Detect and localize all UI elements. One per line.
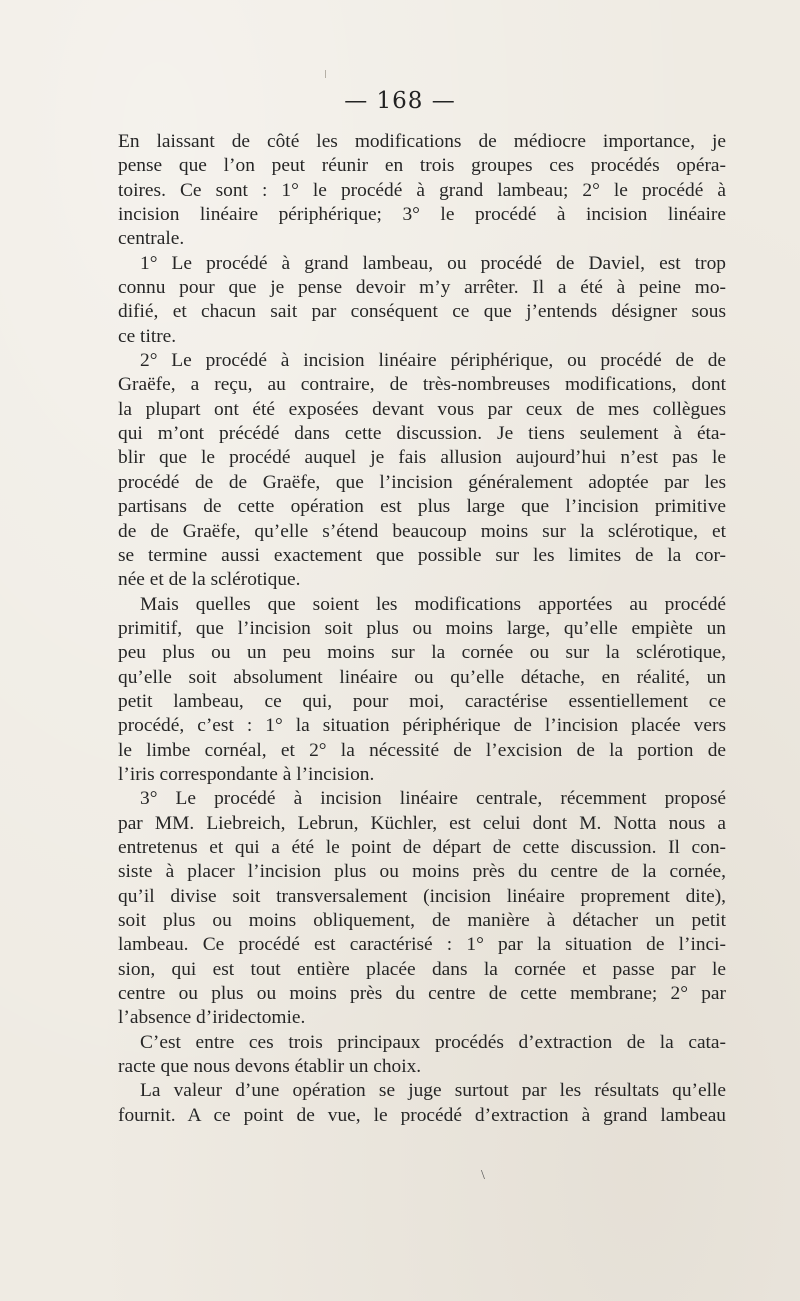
text-line: lambeau. Ce procédé est caractérisé : 1° par la situation de l’inci-	[118, 934, 726, 956]
text-line: toires. Ce sont : 1° le procédé à grand lambeau; 2° le procédé à	[118, 179, 726, 201]
text-line: peu plus ou un peu moins sur la cornée ou sur la sclérotique,	[118, 642, 726, 664]
text-line: difié, et chacun sait par conséquent ce que j’entends désigner sous	[118, 301, 726, 323]
text-line: née et de la sclérotique.	[118, 569, 301, 591]
text-line: petit lambeau, ce qui, pour moi, caractérise essentiellement ce	[118, 690, 726, 712]
text-line: 2° Le procédé à incision linéaire périphérique, ou procédé de de	[140, 350, 726, 372]
page-number: — 168 —	[344, 88, 456, 114]
text-line: pense que l’on peut réunir en trois groupes ces procédés opéra-	[118, 155, 726, 177]
text-line: incision linéaire périphérique; 3° le procédé à incision linéaire	[118, 204, 726, 226]
text-line: primitif, que l’incision soit plus ou moins large, qu’elle empiète un	[118, 617, 726, 639]
text-line: En laissant de côté les modifications de médiocre importance, je	[118, 131, 726, 152]
text-line: soit plus ou moins obliquement, de manière à détacher un petit	[118, 910, 726, 931]
text-line: La valeur d’une opération se juge surtout par les résultats qu’elle	[140, 1080, 726, 1102]
text-line: blir que le procédé auquel je fais allusion aujourd’hui n’est pas le	[118, 447, 726, 469]
body-text	[118, 130, 726, 1128]
text-line: centrale.	[118, 228, 185, 250]
text-line: l’iris correspondante à l’incision.	[118, 763, 375, 785]
text-line: Mais quelles que soient les modifications apportées au procédé	[140, 593, 726, 615]
text-line: procédé, c’est : 1° la situation périphérique de l’incision placée vers	[118, 715, 726, 737]
text-line: Graëfe, a reçu, au contraire, de très-nombreuses modifications, dont	[118, 374, 726, 396]
text-line: fournit. A ce point de vue, le procédé d’extraction à grand lambeau	[118, 1104, 726, 1126]
text-line: siste à placer l’incision plus ou moins près du centre de la cornée,	[118, 861, 726, 883]
text-line: connu pour que je pense devoir m’y arrêter. Il a été à peine mo-	[118, 277, 726, 299]
text-line: qu’il divise soit transversalement (incision linéaire proprement dite),	[118, 885, 726, 907]
text-line: par MM. Liebreich, Lebrun, Küchler, est celui dont M. Notta nous a	[118, 812, 726, 834]
text-line: qu’elle soit absolument linéaire ou qu’elle détache, en réalité, un	[118, 666, 726, 688]
text-line: racte que nous devons établir un choix.	[118, 1056, 422, 1078]
text-line: partisans de cette opération est plus large que l’incision primitive	[118, 496, 726, 518]
paper-speck: \	[481, 1168, 485, 1183]
text-line: procédé de de Graëfe, que l’incision généralement adoptée par les	[118, 471, 726, 493]
paper-mark	[325, 70, 326, 78]
text-line: se termine aussi exactement que possible sur les limites de la cor-	[118, 544, 726, 566]
text-line: centre ou plus ou moins près du centre de cette membrane; 2° par	[118, 983, 726, 1005]
text-line: ce titre.	[118, 325, 177, 347]
text-line: de de Graëfe, qu’elle s’étend beaucoup moins sur la sclérotique, et	[118, 520, 726, 542]
text-line: 1° Le procédé à grand lambeau, ou procédé de Daviel, est trop	[140, 252, 726, 274]
text-line: l’absence d’iridectomie.	[118, 1007, 306, 1029]
text-line: qui m’ont précédé dans cette discussion. Je tiens seulement à éta-	[118, 423, 726, 445]
text-line: le limbe cornéal, et 2° la nécessité de l’excision de la portion de	[118, 739, 726, 761]
text-line: C’est entre ces trois principaux procédés d’extraction de la cata-	[140, 1031, 726, 1053]
text-line: la plupart ont été exposées devant vous par ceux de mes collègues	[118, 398, 726, 420]
text-line: sion, qui est tout entière placée dans la cornée et passe par le	[118, 958, 726, 980]
text-line: 3° Le procédé à incision linéaire centrale, récemment proposé	[140, 788, 726, 810]
text-line: entretenus et qui a été le point de départ de cette discussion. Il con-	[118, 836, 726, 858]
